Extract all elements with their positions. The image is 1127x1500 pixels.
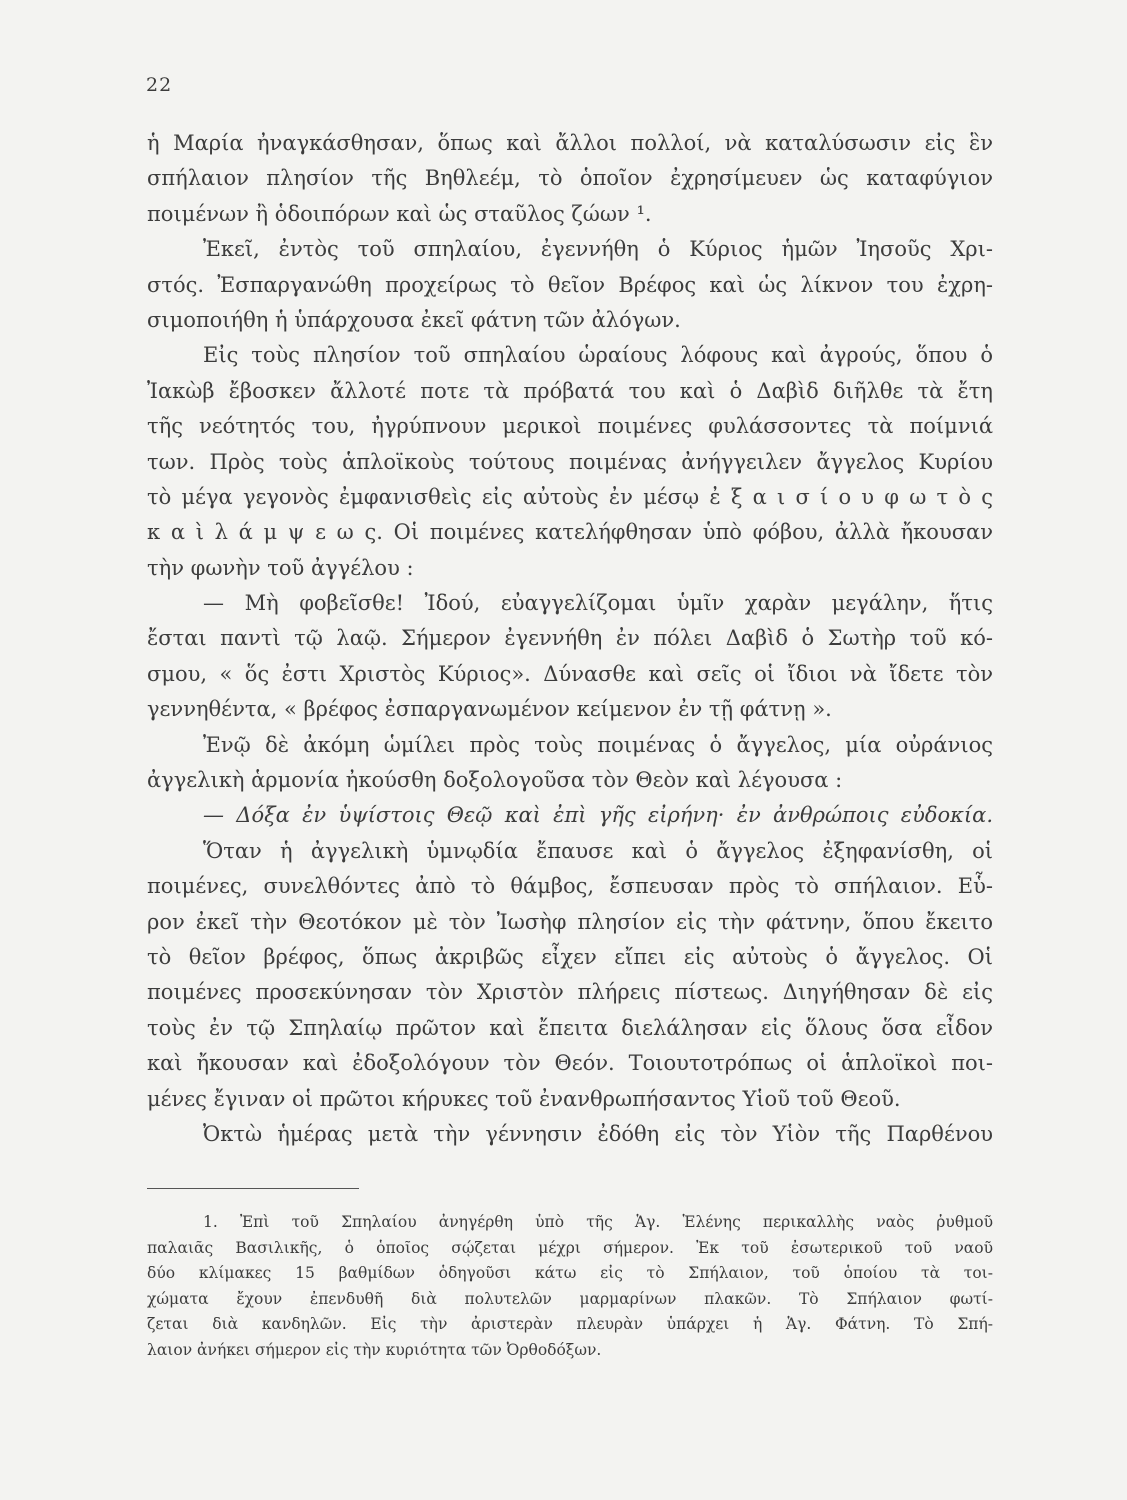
text-line: ποιμένες, συνελθόντες ἀπὸ τὸ θάμβος, ἔσπευσαν πρὸς τὸ σπήλαιον. Εὗ- [147,874,993,899]
text-line: τὸ θεῖον βρέφος, ὅπως ἀκριβῶς εἶχεν εἴπει εἰς αὐτοὺς ὁ ἄγγελος. Οἱ [147,944,993,969]
text-line: ποιμένων ἢ ὁδοιπόρων καὶ ὡς σταῦλος ζώων ¹. [147,201,652,226]
text-line: ἡ Μαρία ἠναγκάσθησαν, ὅπως καὶ ἄλλοι πολλοί, νὰ καταλύσωσιν εἰς ἓν [147,131,993,155]
text-line: ποιμένες προσεκύνησαν τὸν Χριστὸν πλήρεις πίστεως. Διηγήθησαν δὲ εἰς [147,980,993,1005]
footnote-line: λαιον ἀνήκει σήμερον εἰς τὴν κυριότητα τῶν Ὀρθοδόξων. [147,1340,602,1359]
text-line: σιμοποιήθη ἡ ὑπάρχουσα ἐκεῖ φάτνη τῶν ἀλόγων. [147,307,681,332]
body-text [147,126,993,1152]
text-line: τὴν φωνὴν τοῦ ἀγγέλου : [147,555,414,580]
footnote-divider [147,1188,359,1189]
text-line: Ὀκτὼ ἡμέρας μετὰ τὴν γέννησιν ἐδόθη εἰς τὸν Υἱὸν τῆς Παρθένου [203,1121,993,1146]
text-line: καὶ ἤκουσαν καὶ ἐδοξολόγουν τὸν Θεόν. Τοιουτοτρόπως οἱ ἁπλοϊκοὶ ποι- [147,1051,993,1076]
text-line: των. Πρὸς τοὺς ἁπλοϊκοὺς τούτους ποιμένας ἀνήγγειλεν ἄγγελος Κυρίου [147,449,993,474]
text-line: Ἐκεῖ, ἐντὸς τοῦ σπηλαίου, ἐγεννήθη ὁ Κύριος ἡμῶν Ἰησοῦς Χρι- [203,237,993,262]
text-line: τοὺς ἐν τῷ Σπηλαίῳ πρῶτον καὶ ἔπειτα διελάλησαν εἰς ὅλους ὅσα εἶδον [147,1015,993,1040]
footnote-line: δύο κλίμακες 15 βαθμίδων ὁδηγοῦσι κάτω εἰς τὸ Σπήλαιον, τοῦ ὁποίου τὰ τοι- [147,1264,993,1283]
footnote-line: ζεται διὰ κανδηλῶν. Εἰς τὴν ἀριστερὰν πλευρὰν ὑπάρχει ἡ Ἁγ. Φάτνη. Τὸ Σπή- [147,1315,993,1334]
page-number: 22 [146,74,173,96]
text-line: — Δόξα ἐν ὑψίστοις Θεῷ καὶ ἐπὶ γῆς εἰρήνη· ἐν ἀνθρώποις εὐδοκία. [203,803,993,828]
text-line: — Μὴ φοβεῖσθε! Ἰδού, εὐαγγελίζομαι ὑμῖν χαρὰν μεγάλην, ἥτις [203,591,993,616]
text-line: γεννηθέντα, « βρέφος ἐσπαργανωμένον κείμενον ἐν τῇ φάτνῃ ». [147,697,832,722]
text-line: ρον ἐκεῖ τὴν Θεοτόκον μὲ τὸν Ἰωσὴφ πλησίον εἰς τὴν φάτνην, ὅπου ἔκειτο [147,909,993,934]
footnote-line: 1. Ἐπὶ τοῦ Σπηλαίου ἀνηγέρθη ὑπὸ τῆς Ἁγ. Ἑλένης περικαλλὴς ναὸς ῥυθμοῦ [203,1213,993,1231]
text-line: σμου, « ὅς ἐστι Χριστὸς Κύριος». Δύνασθε καὶ σεῖς οἱ ἴδιοι νὰ ἴδετε τὸν [147,661,993,686]
text-line: Ἰακὼβ ἔβοσκεν ἄλλοτέ ποτε τὰ πρόβατά του καὶ ὁ Δαβὶδ διῆλθε τὰ ἔτη [147,378,993,403]
text-line: μένες ἔγιναν οἱ πρῶτοι κήρυκες τοῦ ἐνανθρωπήσαντος Υἱοῦ τοῦ Θεοῦ. [147,1086,901,1111]
footnote-line: παλαιᾶς Βασιλικῆς, ὁ ὁποῖος σῴζεται μέχρι σήμερον. Ἐκ τοῦ ἐσωτερικοῦ τοῦ ναοῦ [147,1238,993,1257]
text-line: στός. Ἐσπαργανώθη προχείρως τὸ θεῖον Βρέφος καὶ ὡς λίκνον του ἐχρη- [147,272,993,297]
footnote-line: χώματα ἔχουν ἐπενδυθῆ διὰ πολυτελῶν μαρμαρίνων πλακῶν. Τὸ Σπήλαιον φωτί- [147,1289,993,1308]
text-line: τὸ μέγα γεγονὸς ἐμφανισθεὶς εἰς αὐτοὺς ἐν μέσῳ ἐ ξ α ι σ ί ο υ φ ω τ ὸ ς [147,484,993,509]
text-line: κ α ὶ λ ά μ ψ ε ω ς. Οἱ ποιμένες κατελήφθησαν ὑπὸ φόβου, ἀλλὰ ἤκουσαν [147,520,993,545]
text-line: σπήλαιον πλησίον τῆς Βηθλεέμ, τὸ ὁποῖον ἐχρησίμευεν ὡς καταφύγιον [147,166,993,191]
text-line: Ὅταν ἡ ἀγγελικὴ ὑμνῳδία ἔπαυσε καὶ ὁ ἄγγελος ἐξηφανίσθη, οἱ [203,838,993,863]
text-line: Εἰς τοὺς πλησίον τοῦ σπηλαίου ὡραίους λόφους καὶ ἀγρούς, ὅπου ὁ [203,343,993,368]
text-line: τῆς νεότητός του, ἠγρύπνουν μερικοὶ ποιμένες φυλάσσοντες τὰ ποίμνιά [147,414,993,439]
text-line: ἔσται παντὶ τῷ λαῷ. Σήμερον ἐγεννήθη ἐν πόλει Δαβὶδ ὁ Σωτὴρ τοῦ κό- [147,626,993,651]
footnote [147,1210,993,1364]
text-line: Ἐνῷ δὲ ἀκόμη ὡμίλει πρὸς τοὺς ποιμένας ὁ ἄγγελος, μία οὐράνιος [203,732,993,757]
text-line: ἀγγελικὴ ἁρμονία ἠκούσθη δοξολογοῦσα τὸν Θεὸν καὶ λέγουσα : [147,768,843,793]
